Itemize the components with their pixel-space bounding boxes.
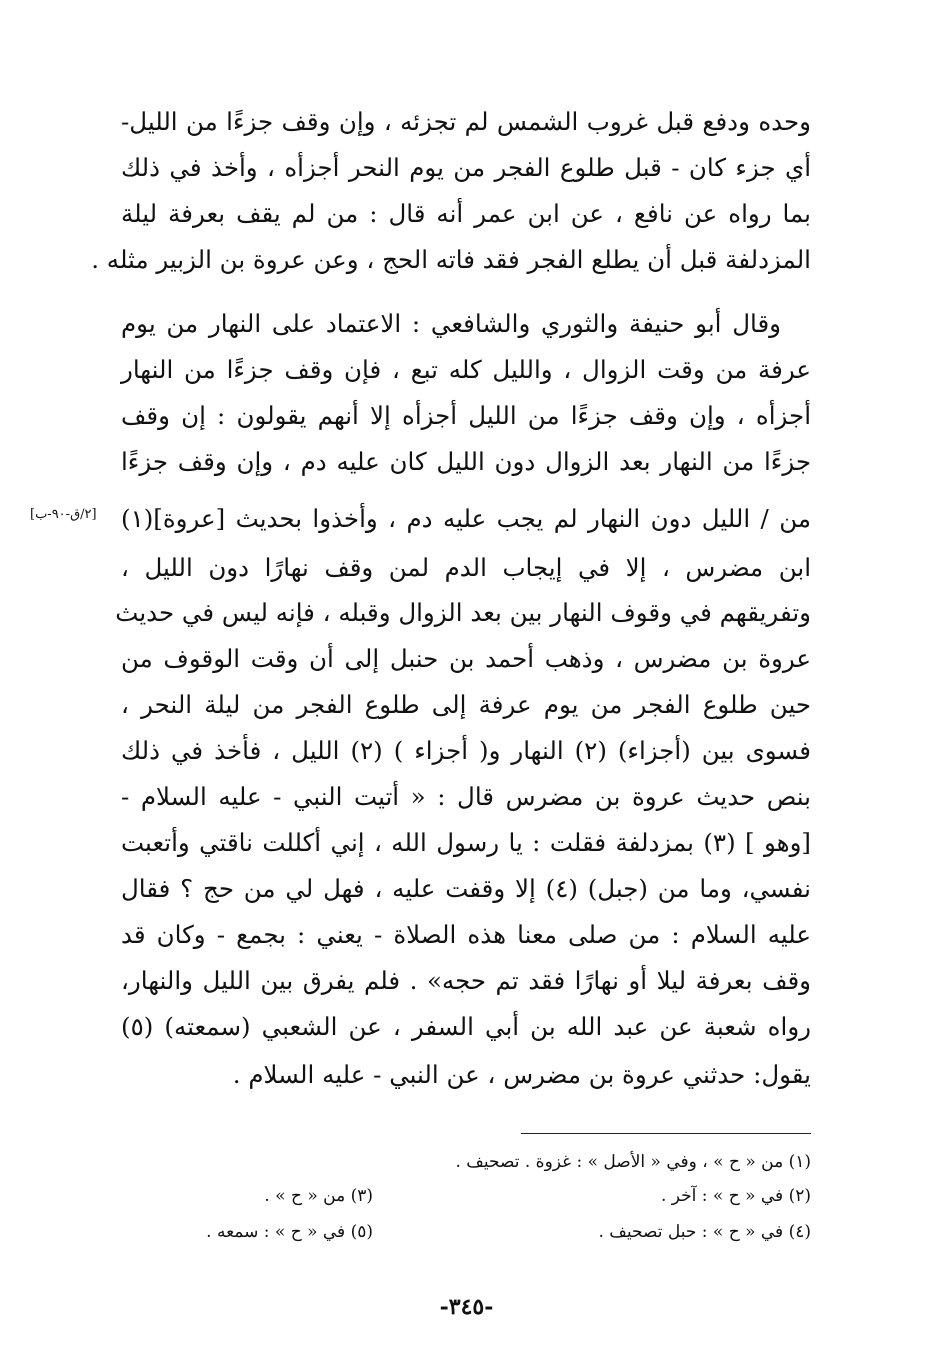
text-line: وتفريقهم في وقوف النهار بين بعد الزوال وقبله ، فإنه ليس في حديث <box>115 598 811 627</box>
text-line: جزءًا من النهار بعد الزوال دون الليل كان عليه دم ، وإن وقف جزءًا <box>121 447 811 476</box>
text-line: يقول: حدثني عروة بن مضرس ، عن النبي - عليه السلام . <box>232 1060 811 1089</box>
text-line: عرفة من وقت الزوال ، والليل كله تبع ، فإن وقف جزءًا من النهار <box>121 355 811 384</box>
footnote-3: (٣) من « ح » . <box>264 1186 373 1206</box>
text-line: بما رواه عن نافع ، عن ابن عمر أنه قال : من لم يقف بعرفة ليلة <box>121 199 811 228</box>
footnote-4: (٤) في « ح » : حبل تصحيف . <box>598 1222 811 1242</box>
text-line: من / الليل دون النهار لم يجب عليه دم ، وأخذوا بحديث [عروة](١) <box>121 504 811 533</box>
text-line: عليه السلام : من صلى معنا هذه الصلاة - يعني : بجمع - وكان قد <box>121 920 811 949</box>
text-line: وحده ودفع قبل غروب الشمس لم تجزئه ، وإن وقف جزءًا من الليل- <box>121 107 811 136</box>
footnote-5: (٥) في « ح » : سمعه . <box>206 1222 373 1242</box>
text-line: وقال أبو حنيفة والثوري والشافعي : الاعتماد على النهار من يوم <box>121 309 781 338</box>
footnote-1: (١) من « ح » ، وفي « الأصل » : غزوة . تصحيف . <box>455 1152 811 1172</box>
margin-folio-note: [٢/ق-٩٠-ب] <box>30 507 97 522</box>
text-line: ابن مضرس ، إلا في إيجاب الدم لمن وقف نهارًا دون الليل ، <box>121 553 811 582</box>
text-line: نفسي، وما من (جبل) (٤) إلا وقفت عليه ، فهل لي من حج ؟ فقال <box>121 874 811 903</box>
footnote-separator <box>521 1133 811 1134</box>
text-line: [وهو ] (٣) بمزدلفة فقلت : يا رسول الله ، إني أكللت ناقتي وأتعبت <box>121 828 811 857</box>
text-line: المزدلفة قبل أن يطلع الفجر فقد فاته الحج ، وعن عروة بن الزبير مثله . <box>91 245 811 274</box>
text-line: حين طلوع الفجر من يوم عرفة إلى طلوع الفجر من ليلة النحر ، <box>121 690 811 719</box>
text-line: عروة بن مضرس ، وذهب أحمد بن حنبل إلى أن وقت الوقوف من <box>121 644 811 673</box>
text-line: وقف بعرفة ليلا أو نهارًا فقد تم حجه» . فلم يفرق بين الليل والنهار، <box>121 966 811 995</box>
text-line: رواه شعبة عن عبد الله بن أبي السفر ، عن الشعبي (سمعته) (٥) <box>121 1012 811 1041</box>
text-line: أجزأه ، وإن وقف جزءًا من الليل أجزأه إلا أنهم يقولون : إن وقف <box>121 401 811 430</box>
text-line: بنص حديث عروة بن مضرس قال : « أتيت النبي - عليه السلام - <box>121 782 811 811</box>
footnote-2: (٢) في « ح » : آخر . <box>660 1186 811 1206</box>
text-line: فسوى بين (أجزاء) (٢) النهار و( أجزاء ) (٢) الليل ، فأخذ في ذلك <box>121 736 811 765</box>
text-line: أي جزء كان - قبل طلوع الفجر من يوم النحر أجزأه ، وأخذ في ذلك <box>121 153 811 182</box>
page-number: -٣٤٥- <box>439 1294 494 1320</box>
